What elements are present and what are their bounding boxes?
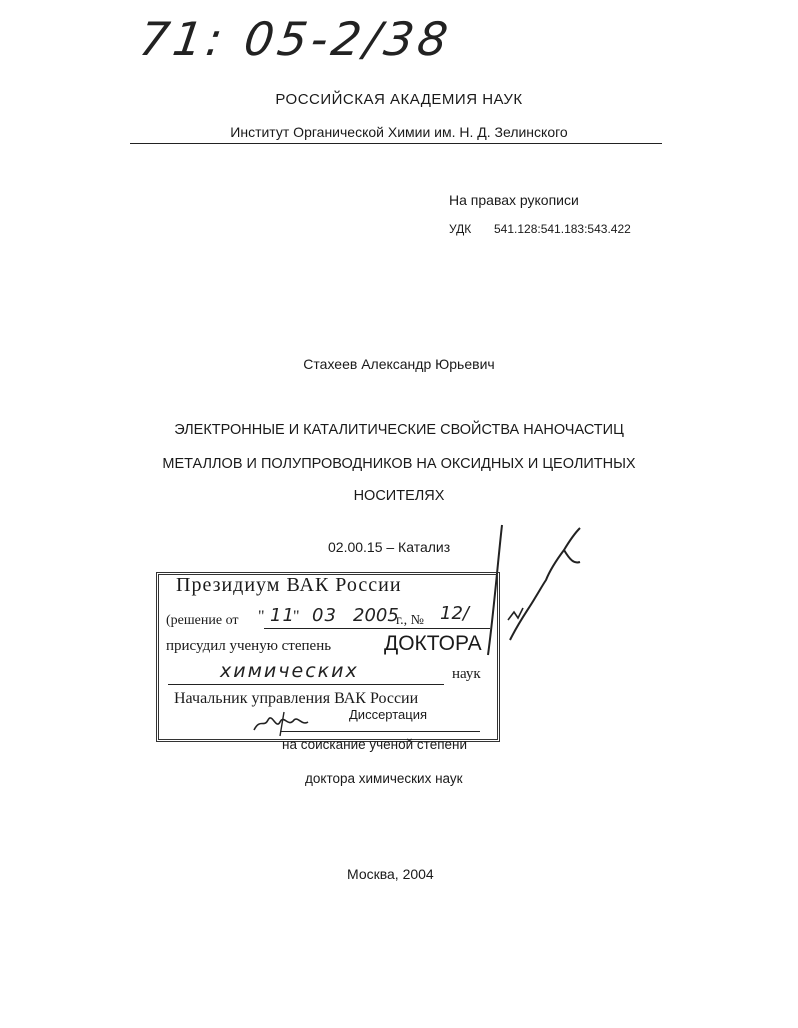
author-name: Стахеев Александр Юрьевич [303,356,495,372]
vak-stamp [156,572,500,742]
title-line-3: НОСИТЕЛЯХ [353,488,445,504]
title-line-1: ЭЛЕКТРОННЫЕ И КАТАЛИТИЧЕСКИЕ СВОЙСТВА НАНОЧАСТИЦ [174,422,624,438]
stamp-decision-number: 12/ [440,603,469,624]
stamp-field-underline [168,684,444,685]
institute-name: Институт Органической Химии им. Н. Д. Зелинского [230,124,568,140]
stamp-date-underline [264,628,490,629]
stamp-quote-open: " [258,608,265,625]
stamp-signature-line [280,731,480,732]
stamp-decision-prefix: (решение от [166,613,239,628]
stamp-awarded-text: присудил ученую степень [166,638,332,654]
stamp-year-suffix: г., № [396,613,425,628]
dissertation-label: Диссертация [349,707,428,722]
stamp-quote-close: " [293,608,300,625]
stamp-title: Президиум ВАК России [176,574,402,596]
academy-heading: РОССИЙСКАЯ АКАДЕМИЯ НАУК [275,91,523,108]
stamp-decision-month: 03 [312,605,337,626]
header-divider [130,143,662,144]
stamp-decision-day: 11 [270,605,295,626]
stamp-degree: ДОКТОРА [384,632,482,655]
manuscript-rights-note: На правах рукописи [449,192,579,208]
stamp-field-handwritten: химических [220,660,359,682]
handwritten-archive-code: 71: 05-2/38 [136,12,455,66]
city-year: Москва, 2004 [347,866,434,882]
specialty: 02.00.15 – Катализ [328,539,451,555]
udk-value: 541.128:541.183:543.422 [494,222,631,236]
udk-label: УДК [449,222,472,236]
stamp-head: Начальник управления ВАК России [174,690,419,707]
degree-request: на соискание ученой степени [282,737,468,752]
title-line-2: МЕТАЛЛОВ И ПОЛУПРОВОДНИКОВ НА ОКСИДНЫХ И ЦЕОЛИТНЫХ [162,456,636,472]
degree-name: доктора химических наук [305,771,463,786]
stamp-decision-year: 2005 [353,605,399,626]
stamp-field-suffix: наук [452,666,481,682]
stamp-head-signature [250,708,320,738]
